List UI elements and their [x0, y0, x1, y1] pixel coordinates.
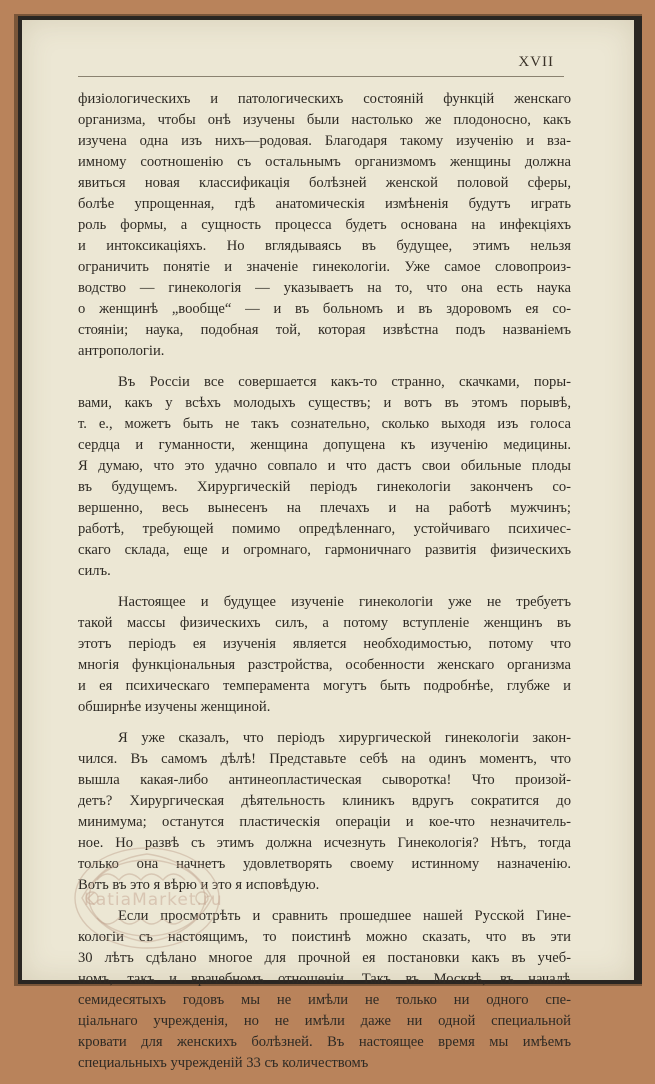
text-line: специальныхъ учрежденій 33 съ количествомъ — [78, 1055, 369, 1071]
text-line: семидесятыхъ годовъ мы не имѣли не только ни одного спе- — [78, 992, 571, 1008]
header-rule — [78, 76, 564, 77]
text-line: номъ, такъ и врачебномъ отношеніи. Такъ въ Москвѣ, въ началѣ — [78, 971, 571, 987]
text-line: вышла какая-либо антинеопластическая сыворотка! Что произой- — [78, 772, 571, 788]
text-line: водство — гинекологія — указываетъ на то, что она есть наука — [78, 280, 571, 296]
text-line: стояніи; наука, подобная той, которая извѣстна подъ названіемъ — [78, 322, 571, 338]
book-page — [22, 20, 634, 1071]
text-line: многія функціональныя разстройства, особенности женскаго организма — [78, 657, 571, 673]
text-line: въ будущемъ. Хирургическій періодъ гинекологіи законченъ со- — [78, 479, 571, 495]
text-line: Настоящее и будущее изученіе гинекологіи уже не требуетъ — [118, 594, 571, 610]
text-line: и интоксикаціяхъ. Но вглядываясь въ будущее, этимъ нельзя — [78, 238, 571, 254]
text-line: сердца и гуманности, женщина допущена къ изученію медицины. — [78, 437, 571, 453]
paragraph — [78, 372, 571, 582]
text-line: болѣе упрощенная, гдѣ анатомическія измѣненія будутъ играть — [78, 196, 571, 212]
text-line: детъ? Хирургическая дѣятельность клиникъ вдругъ сократится до — [78, 793, 571, 809]
text-line: ціальнаго учрежденія, но не имѣли даже ни одной специальной — [78, 1013, 571, 1029]
text-line: имному соотношенію съ остальнымъ организмомъ женщины должна — [78, 154, 571, 170]
text-line: ное. Но развѣ съ этимъ должна исчезнуть Гинекологія? Нѣтъ, тогда — [78, 835, 571, 851]
text-line: ограничить понятіе и значеніе гинекологіи. Уже самое словопроиз- — [78, 259, 571, 275]
text-line: этотъ періодъ ея изученія является необходимостью, потому что — [78, 636, 571, 652]
text-line: о женщинѣ „вообще“ — и въ больномъ и въ здоровомъ ея со- — [78, 301, 571, 317]
text-line: только она начнетъ удовлетворять своему истинному назначенію. — [78, 856, 571, 872]
text-line: минимума; останутся пластическія операціи и кое-что незначитель- — [78, 814, 571, 830]
text-line: физіологическихъ и патологическихъ состояній функцій женскаго — [78, 91, 571, 107]
watermark-text: KatiaMarket.ru — [84, 890, 223, 910]
paragraph — [78, 592, 571, 718]
text-line: вершенно, весь вынесенъ на плечахъ и на работѣ мужчинъ; — [78, 500, 571, 516]
text-line: организма, чтобы онѣ изучены были настолько же плодоносно, какъ — [78, 112, 571, 128]
text-line: силъ. — [78, 563, 111, 579]
text-line: скаго склада, еще и огромнаго, гармоничнаго развитія физическихъ — [78, 542, 571, 558]
text-line: вами, какъ у всѣхъ молодыхъ существъ; и вотъ въ этомъ порывѣ, — [78, 395, 571, 411]
text-line: и ея психическаго темперамента могутъ быть подробнѣе, глубже и — [78, 678, 571, 694]
text-line: чился. Въ самомъ дѣлѣ! Представьте себѣ на одинъ моментъ, что — [78, 751, 571, 767]
text-line: кровати для женскихъ болѣзней. Въ настоящее время мы имѣемъ — [78, 1034, 571, 1050]
text-line: такой массы физическихъ силъ, а потому вступленіе женщинъ въ — [78, 615, 571, 631]
text-line: т. е., можетъ быть не такъ сознательно, сколько выходя изъ голоса — [78, 416, 571, 432]
text-line: Я уже сказалъ, что періодъ хирургической гинекологіи закон- — [118, 730, 571, 746]
text-line: антропологіи. — [78, 343, 165, 359]
text-line: работѣ, требующей помимо опредѣленнаго, устойчиваго психичес- — [78, 521, 571, 537]
text-line: 30 лѣтъ сдѣлано многое для прочной ея постановки какъ въ учеб- — [78, 950, 571, 966]
watermark-stamp — [62, 840, 237, 955]
text-line: Вотъ въ это я вѣрю и это я исповѣдую. — [78, 877, 320, 893]
page-number: XVII — [518, 54, 554, 70]
text-line: явиться новая классификація болѣзней женской половой сферы, — [78, 175, 571, 191]
text-line: обширнѣе изучены женщиной. — [78, 699, 271, 715]
text-line: кологіи съ настоящимъ, то поистинѣ можно сказать, что въ эти — [78, 929, 571, 945]
text-line: изучена одна изъ нихъ—родовая. Благодаря такому изученію и вза- — [78, 133, 571, 149]
text-line: Я думаю, что это удачно совпало и что дастъ свои обильные плоды — [78, 458, 571, 474]
text-line: Въ Россіи все совершается какъ-то странно, скачками, поры- — [118, 374, 571, 390]
text-line: Если просмотрѣть и сравнить прошедшее нашей Русской Гине- — [118, 908, 571, 924]
text-line: роль формы, а сущность процесса будетъ основана на инфекціяхъ — [78, 217, 571, 233]
paragraph — [78, 89, 571, 362]
